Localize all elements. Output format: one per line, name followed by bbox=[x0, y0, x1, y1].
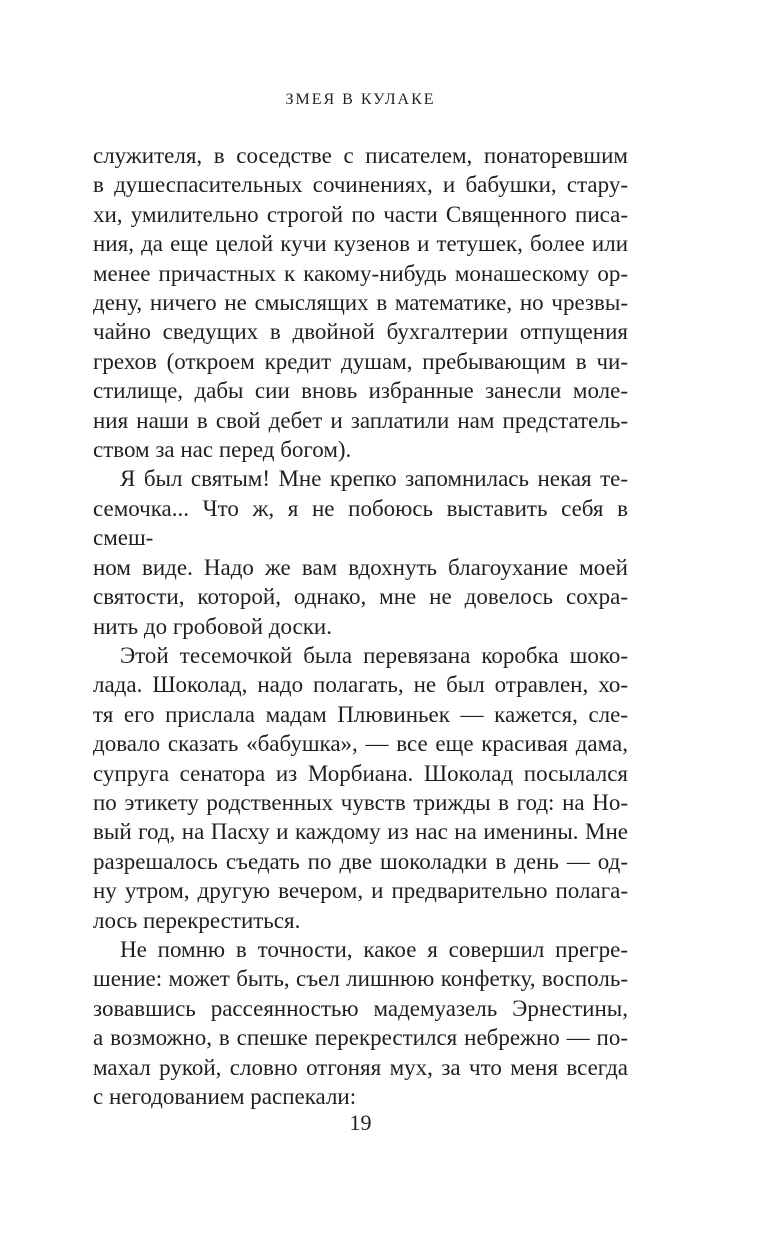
text-line: чайно сведущих в двойной бухгалтерии отпущения bbox=[93, 319, 628, 345]
text-line: Не помню в точности, какое я совершил прегре- bbox=[120, 936, 628, 962]
text-line: с негодованием распекали: bbox=[93, 1084, 357, 1109]
text-line: хи, умилительно строгой по части Священного писа- bbox=[93, 201, 628, 227]
running-head: ЗМЕЯ В КУЛАКЕ bbox=[285, 91, 436, 108]
text-line: довало сказать «бабушка», — все еще красивая дама, bbox=[93, 731, 628, 757]
text-line: вый год, на Пасху и каждому из нас на именины. Мне bbox=[93, 819, 628, 845]
text-line: ством за нас перед богом). bbox=[93, 437, 352, 463]
text-line: грехов (откроем кредит душам, пребывающим в чи- bbox=[93, 348, 628, 374]
text-line: махал рукой, словно отгоняя мух, за что меня всегда bbox=[93, 1054, 628, 1080]
text-line: Я был святым! Мне крепко запомнилась некая те- bbox=[120, 466, 628, 492]
text-line: семочка... Что ж, я не побоюсь выставить себя в смеш- bbox=[93, 495, 628, 551]
text-line: разрешалось съедать по две шоколадки в день — од- bbox=[93, 848, 628, 874]
text-line: дену, ничего не смыслящих в математике, но чрезвы- bbox=[93, 290, 628, 316]
text-line: ну утром, другую вечером, и предварительно полага- bbox=[93, 878, 628, 904]
text-line: по этикету родственных чувств трижды в год: на Но- bbox=[93, 789, 628, 815]
text-line: служителя, в соседстве с писателем, понаторевшим bbox=[93, 143, 628, 168]
text-line: ния наши в свой дебет и заплатили нам предстатель- bbox=[93, 407, 628, 433]
text-line: шение: может быть, съел лишнюю конфетку, восполь- bbox=[93, 966, 628, 992]
text-line: супруга сенатора из Морбиана. Шоколад посылался bbox=[93, 760, 628, 786]
text-line: стилище, дабы сии вновь избранные занесли моле- bbox=[93, 378, 628, 404]
text-line: ном виде. Надо же вам вдохнуть благоухание моей bbox=[93, 554, 628, 580]
text-line: ния, да еще целой кучи кузенов и тетушек, более или bbox=[93, 231, 628, 257]
text-line: в душеспасительных сочинениях, и бабушки, стару- bbox=[93, 172, 628, 198]
text-line: лось перекреститься. bbox=[93, 907, 301, 933]
text-line: тя его прислала мадам Плювиньек — кажется, сле- bbox=[93, 701, 628, 727]
page-text bbox=[93, 141, 628, 1111]
text-line: а возможно, в спешке перекрестился небрежно — по- bbox=[93, 1025, 628, 1051]
page-number: 19 bbox=[349, 1110, 372, 1135]
text-line: Этой тесемочкой была перевязана коробка шоко- bbox=[120, 642, 628, 668]
text-line: лада. Шоколад, надо полагать, не был отравлен, хо- bbox=[93, 672, 628, 698]
text-line: святости, которой, однако, мне не довелось сохра- bbox=[93, 584, 628, 610]
text-line: зовавшись рассеянностью мадемуазель Эрнестины, bbox=[93, 995, 628, 1021]
text-line: менее причастных к какому-нибудь монашескому ор- bbox=[93, 260, 628, 286]
text-line: нить до гробовой доски. bbox=[93, 613, 332, 639]
